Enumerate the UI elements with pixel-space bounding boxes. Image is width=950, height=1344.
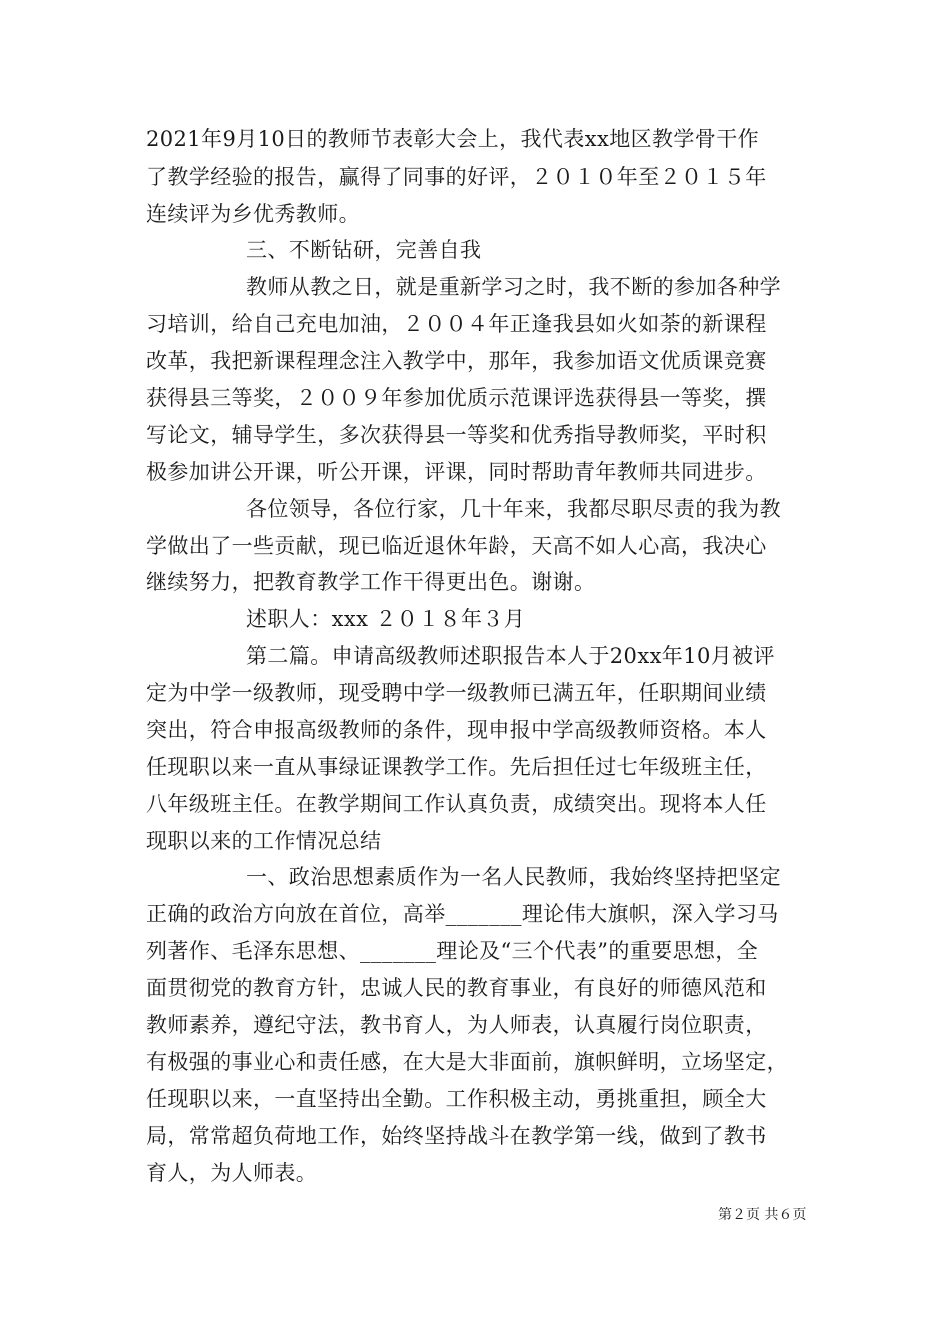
paragraph-line: 获得县三等奖，２００９年参加优质示范课评选获得县一等奖，撰 <box>146 386 767 410</box>
paragraph-line: 极参加讲公开课，听公开课，评课，同时帮助青年教师共同进步。 <box>146 460 767 484</box>
paragraph-line: 有极强的事业心和责任感，在大是大非面前，旗帜鲜明，立场坚定， <box>146 1050 788 1074</box>
paragraph-line: 教师素养，遵纪守法，教书育人，为人师表，认真履行岗位职责， <box>146 1013 767 1037</box>
paragraph-line: 一、政治思想素质作为一名人民教师，我始终坚持把坚定 <box>246 865 781 889</box>
paragraph-line: 定为中学一级教师，现受聘中学一级教师已满五年，任职期间业绩 <box>146 681 767 705</box>
paragraph-line: 连续评为乡优秀教师。 <box>146 202 360 226</box>
page-number: 第２页 共６页 <box>718 1207 807 1223</box>
paragraph-line: 任现职以来，一直坚持出全勤。工作积极主动，勇挑重担，顾全大 <box>146 1087 767 1111</box>
paragraph-line: 写论文，辅导学生，多次获得县一等奖和优秀指导教师奖，平时积 <box>146 423 767 447</box>
paragraph-line: 任现职以来一直从事绿证课教学工作。先后担任过七年级班主任， <box>146 755 767 779</box>
paragraph-line: 正确的政治方向放在首位，高举_______理论伟大旗帜，深入学习马 <box>146 902 779 926</box>
paragraph-line: 第二篇。申请高级教师述职报告本人于20xx年10月被评 <box>246 644 775 668</box>
paragraph-line: 育人，为人师表。 <box>146 1161 318 1185</box>
paragraph-line: 局，常常超负荷地工作，始终坚持战斗在教学第一线，做到了教书 <box>146 1124 767 1148</box>
paragraph-line: 突出，符合申报高级教师的条件，现申报中学高级教师资格。本人 <box>146 718 767 742</box>
paragraph-line: 继续努力，把教育教学工作干得更出色。谢谢。 <box>146 570 596 594</box>
paragraph-line: 列著作、毛泽东思想、_______理论及“三个代表”的重要思想，全 <box>146 939 759 963</box>
paragraph-line: 各位领导，各位行家，几十年来，我都尽职尽责的我为教 <box>246 497 781 521</box>
paragraph-line: 了教学经验的报告，赢得了同事的好评，２０１０年至２０１５年 <box>146 165 767 189</box>
section-heading: 三、不断钻研，完善自我 <box>246 238 482 262</box>
paragraph-line: 现职以来的工作情况总结 <box>146 829 382 853</box>
paragraph-line: 习培训，给自己充电加油，２００４年正逢我县如火如荼的新课程 <box>146 312 767 336</box>
paragraph-line: 学做出了一些贡献，现已临近退休年龄，天高不如人心高，我决心 <box>146 534 767 558</box>
paragraph-line: 教师从教之日，就是重新学习之时，我不断的参加各种学 <box>246 275 781 299</box>
paragraph-line: 改革，我把新课程理念注入教学中，那年，我参加语文优质课竞赛 <box>146 349 767 373</box>
paragraph-line: 2021年9月10日的教师节表彰大会上，我代表xx地区教学骨干作 <box>146 127 760 151</box>
paragraph-line: 面贯彻党的教育方针，忠诚人民的教育事业，有良好的师德风范和 <box>146 976 767 1000</box>
signature-line: 述职人：xxx ２０１８年３月 <box>246 607 526 631</box>
paragraph-line: 八年级班主任。在教学期间工作认真负责，成绩突出。现将本人任 <box>146 792 767 816</box>
